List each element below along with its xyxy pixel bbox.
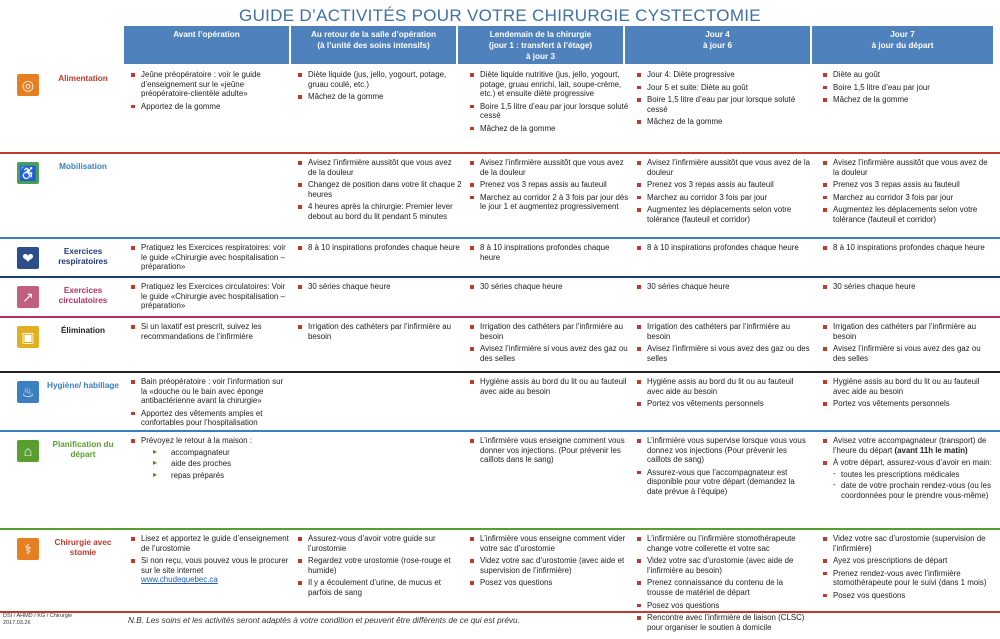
list-item-text: Irrigation des cathéters par l’infirmière au besoin: [308, 322, 451, 341]
column-header-1: [124, 26, 291, 64]
sub-list-item: [833, 481, 992, 500]
list-item: [636, 613, 811, 632]
row-label-text: Élimination: [60, 326, 106, 335]
list-item-text: Prenez vos 3 repas assis au fauteuil: [480, 180, 607, 190]
list-item: [469, 377, 629, 396]
list-item: [636, 158, 811, 177]
sub-list-item-text: repas préparés: [171, 470, 225, 480]
departure-time-bold: (avant 11h le matin): [894, 445, 968, 455]
table-cell: [297, 282, 462, 295]
sub-list-item: [141, 471, 290, 481]
table-cell: [822, 158, 992, 228]
bullet-list: [469, 534, 629, 588]
list-item-text: Boire 1,5 litre d’eau par jour: [833, 82, 930, 92]
list-item-text: Mâchez de la gomme: [480, 123, 556, 133]
table-cell: [130, 282, 290, 314]
row-label-text: Exercices respiratoires: [58, 247, 108, 266]
table-cell: [636, 534, 811, 635]
table-cell: [469, 377, 629, 399]
table-cell: [130, 322, 290, 344]
list-item: [130, 377, 290, 406]
row-label-text: Exercices circulatoires: [58, 286, 108, 305]
table-cell: [636, 282, 811, 295]
list-item: [469, 193, 629, 212]
list-item-text: Posez vos questions: [647, 600, 720, 610]
bullet-list: [822, 377, 992, 409]
list-item: [822, 569, 992, 588]
list-item-text: Avisez l’infirmière aussitôt que vous avez de la douleur: [647, 158, 811, 177]
list-item-text: Ayez vos prescriptions de départ: [833, 556, 948, 566]
list-item-text: Marchez au corridor 3 fois par jour: [647, 192, 768, 202]
list-item-text: Apportez de la gomme: [141, 101, 221, 111]
bullet-list: [636, 436, 811, 497]
list-item: [822, 344, 992, 363]
list-item: [130, 243, 290, 272]
table-cell: [636, 243, 811, 256]
bullet-list: [636, 534, 811, 632]
sub-list: [833, 470, 992, 501]
list-item-text: Marchez au corridor 2 à 3 fois par jour dès le jour 1 et augmentez progressivement: [480, 192, 629, 212]
list-item: [130, 70, 290, 99]
list-item: [636, 83, 811, 93]
table-cell: [822, 322, 992, 366]
sub-list-item: [833, 470, 992, 480]
bullet-list: [469, 243, 629, 262]
list-item-text: 8 à 10 inspirations profondes chaque heure: [480, 243, 610, 262]
bullet-list: [822, 70, 992, 105]
walker-icon: ♿: [17, 162, 39, 184]
table-cell: [297, 322, 462, 344]
sub-list-item: [141, 459, 290, 469]
bullet-list: [469, 436, 629, 465]
bullet-list: [130, 534, 290, 585]
list-item: [297, 322, 462, 341]
list-item-text: Regardez votre urostomie (rose-rouge et humide): [308, 556, 451, 575]
list-item-text: Apportez des vêtements amples et confortables pour l’hospitalisation: [141, 408, 263, 428]
list-item: [822, 377, 992, 396]
list-item-text: Videz votre sac d’urostomie (avec aide et supervision de l’infirmière): [480, 556, 625, 575]
bullet-list: [130, 282, 290, 311]
bullet-list: [130, 243, 290, 272]
list-item-text: 8 à 10 inspirations profondes chaque heure: [308, 243, 460, 252]
list-item: [130, 409, 290, 428]
list-item: [822, 556, 992, 566]
list-item: [469, 344, 629, 363]
list-item: [297, 282, 462, 292]
column-header-line: à jour 3: [525, 52, 556, 61]
footer-ref-line: DSI / AHMD / KG / Chirurgie: [3, 613, 73, 619]
table-cell: [822, 377, 992, 412]
column-header-line: (jour 1 : transfert à l’étage): [488, 41, 593, 50]
list-item-text: Assurez-vous d’avoir votre guide sur l’urostomie: [308, 534, 436, 553]
lungs-icon: ❤: [17, 247, 39, 269]
table-cell: [636, 158, 811, 228]
table-cell: [822, 243, 992, 256]
list-item-text: Prenez rendez-vous avec l’infirmière stomothérapeute pour le suivi (dans 1 mois): [833, 568, 987, 588]
list-item-text: Augmentez les déplacements selon votre tolérance (fauteuil et corridor): [833, 205, 978, 224]
sub-list-item-text: aide des proches: [171, 459, 232, 469]
table-cell: [822, 534, 992, 604]
table-cell: [636, 70, 811, 130]
leg-icon: ↗: [17, 286, 39, 308]
list-item: [636, 534, 811, 553]
list-item-text: Lisez et apportez le guide d’enseignement de l’urostomie: [141, 534, 289, 553]
list-item: [469, 243, 629, 262]
column-header-2: [291, 26, 458, 64]
column-header-row: [124, 26, 995, 64]
row-label-text: Hygiène/ habillage: [47, 381, 119, 390]
bullet-list: [469, 282, 629, 292]
footer-ref-date: 2017.03.26: [3, 620, 31, 626]
list-item-text: 30 séries chaque heure: [833, 282, 916, 291]
bullet-list: [636, 158, 811, 225]
list-item: [822, 95, 992, 105]
bullet-list: [822, 282, 992, 292]
table-row: [0, 278, 1000, 318]
table-row: [0, 373, 1000, 432]
list-item: [469, 102, 629, 121]
bullet-list: [297, 158, 462, 222]
list-item: [469, 556, 629, 575]
column-header-line: Au retour de la salle d’opération: [310, 30, 437, 39]
table-cell: [469, 534, 629, 591]
list-item: [469, 158, 629, 177]
column-header-line: Avant l’opération: [173, 30, 240, 39]
list-item: [297, 243, 462, 253]
table-cell: [822, 436, 992, 504]
list-item: [636, 399, 811, 409]
list-item-text: Mâchez de la gomme: [833, 95, 909, 105]
list-item: [822, 322, 992, 341]
list-item: [822, 436, 992, 455]
list-item-text: Rencontre avec l’infirmière de liaison (CLSC) pour organiser le soutien à domicile: [647, 613, 805, 632]
list-item: [130, 534, 290, 553]
list-item: [297, 70, 462, 89]
list-item-text: Avisez l’infirmière si vous avez des gaz ou des selles: [647, 344, 810, 363]
list-item-text: Pratiquez les Exercices respiratoires: voir le guide «Chirurgie avec hospitalisation – préparation»: [141, 243, 286, 272]
list-item: [636, 70, 811, 80]
list-item-text: Il y a écoulement d’urine, de mucus et parfois de sang: [308, 578, 441, 597]
list-item: [130, 282, 290, 311]
list-item-text: Pratiquez les Exercices circulatoires: Voir le guide «Chirurgie avec hospitalisation – préparation»: [141, 282, 286, 311]
table-cell: [636, 436, 811, 500]
column-header-5: [812, 26, 995, 64]
list-item: [636, 468, 811, 497]
table-cell: [636, 377, 811, 412]
list-item-text: Videz votre sac d’urostomie (avec aide de l’infirmière au besoin): [647, 556, 794, 575]
table-cell: [130, 436, 290, 483]
table-cell: [469, 282, 629, 295]
list-item-text: Posez vos questions: [480, 578, 553, 588]
list-item: [636, 436, 811, 465]
bullet-list: [469, 322, 629, 363]
footnote: N.B. Les soins et les activités seront adaptés à votre condition et peuvent être différents de ce qui est prévu.: [128, 616, 520, 625]
table-cell: [297, 158, 462, 225]
list-item-text: Mâchez de la gomme: [308, 92, 384, 102]
list-item-text: Si non reçu, vous pouvez vous le procurer sur le site internet: [141, 556, 289, 575]
list-item-text: 30 séries chaque heure: [480, 282, 563, 291]
bullet-list: [822, 322, 992, 363]
list-item: [822, 205, 992, 224]
plate-icon: ◎: [17, 74, 39, 96]
list-item: [636, 193, 811, 203]
table-cell: [130, 534, 290, 588]
list-item: [636, 601, 811, 611]
washing-icon: ♨: [17, 381, 39, 403]
list-item: [636, 205, 811, 224]
list-item: [297, 534, 462, 553]
list-item-text: Prévoyez le retour à la maison :: [141, 436, 252, 445]
table-cell: [469, 70, 629, 137]
list-item-text: Hygiène assis au bord du lit ou au fauteuil avec aide au besoin: [480, 377, 627, 396]
list-item: [469, 124, 629, 134]
list-item: [636, 180, 811, 190]
list-item-text: Hygiène assis au bord du lit ou au fauteuil avec aide au besoin: [647, 377, 794, 396]
list-item-text: Changez de position dans votre lit chaque 2 heures: [308, 180, 462, 199]
bullet-list: [297, 282, 462, 292]
list-item-text: Portez vos vêtements personnels: [647, 399, 764, 409]
list-item-text: Prenez vos 3 repas assis au fauteuil: [647, 180, 774, 190]
list-item-text: 30 séries chaque heure: [647, 282, 730, 291]
list-item-text: Avisez l’infirmière si vous avez des gaz ou des selles: [480, 344, 628, 363]
sub-list-item-text: accompagnateur: [171, 447, 230, 457]
table-cell: [130, 243, 290, 275]
bullet-list: [469, 158, 629, 212]
list-item-text: Avisez l’infirmière si vous avez des gaz ou des selles: [833, 344, 981, 363]
table-row: [0, 154, 1000, 239]
list-item-text: 8 à 10 inspirations profondes chaque heure: [833, 243, 985, 252]
list-item: [297, 556, 462, 575]
list-item-text: 4 heures après la chirurgie: Premier lever debout au bord du lit pendant 5 minutes: [308, 202, 453, 221]
list-item: [469, 282, 629, 292]
toilet-icon: ▣: [17, 326, 39, 348]
column-header-line: Jour 7: [890, 30, 915, 39]
bullet-list: [636, 322, 811, 363]
row-label-text: Chirurgie avec stomie: [54, 538, 112, 557]
row-label-text: Alimentation: [58, 74, 108, 83]
column-header-line: à jour 6: [702, 41, 733, 50]
list-item: [822, 399, 992, 409]
list-item-text: 8 à 10 inspirations profondes chaque heure: [647, 243, 799, 252]
list-item: [130, 102, 290, 112]
table-cell: [297, 70, 462, 105]
table-cell: [297, 534, 462, 601]
stoma-icon: ⚕: [17, 538, 39, 560]
list-item: [636, 556, 811, 575]
table-cell: [469, 243, 629, 265]
bullet-list: [130, 70, 290, 111]
list-item: [469, 436, 629, 465]
list-item-text: Jeûne préopératoire : voir le guide d’enseignement sur le «jeûne préopératoire-clientèle adulte»: [141, 70, 261, 99]
bullet-list: [636, 282, 811, 292]
list-item: [822, 243, 992, 253]
list-item: [822, 83, 992, 93]
list-item: [822, 180, 992, 190]
table-cell: [469, 322, 629, 366]
table-row: [0, 432, 1000, 530]
column-header-line: Jour 4: [705, 30, 730, 39]
list-item-text: Videz votre sac d’urostomie (supervision de l’infirmière): [833, 534, 986, 553]
table-cell: [297, 243, 462, 256]
list-item: [822, 282, 992, 292]
list-item: [130, 322, 290, 341]
list-item: [822, 591, 992, 601]
list-item: [636, 344, 811, 363]
list-item-text: Diète liquide (jus, jello, yogourt, potage, gruau coulé, etc.): [308, 70, 447, 89]
list-item-text: Avisez votre accompagnateur (transport) de l’heure du départ: [833, 436, 987, 455]
list-item-text: Hygiène assis au bord du lit ou au fauteuil avec aide au besoin: [833, 377, 980, 396]
sub-list-item-text: date de votre prochain rendez-vous (ou les coordonnées pour le prendre vous-même): [841, 481, 992, 500]
column-header-4: [625, 26, 812, 64]
bullet-list: [297, 70, 462, 102]
list-item-text: Augmentez les déplacements selon votre tolérance (fauteuil et corridor): [647, 205, 792, 224]
list-item-text: Irrigation des cathéters par l’infirmière au besoin: [833, 322, 976, 341]
table-row: [0, 239, 1000, 278]
bullet-list: [469, 377, 629, 396]
list-item: [469, 322, 629, 341]
chudequebec-link[interactable]: www.chudequebec.ca: [141, 575, 218, 585]
list-item-text: Jour 4: Diète progressive: [647, 70, 735, 79]
sub-list: [141, 448, 290, 481]
list-item: [822, 70, 992, 80]
row-label-text: Planification du départ: [52, 440, 114, 459]
bullet-list: [636, 243, 811, 253]
list-item-text: Boire 1,5 litre d’eau par jour lorsque soluté cessé: [480, 101, 629, 121]
bullet-list: [130, 377, 290, 428]
table-cell: [130, 70, 290, 114]
bullet-list: [297, 243, 462, 253]
list-item-text: Avisez l’infirmière aussitôt que vous avez de la douleur: [480, 158, 624, 177]
list-item-text: Avisez l’infirmière aussitôt que vous avez de la douleur: [308, 158, 452, 177]
list-item-text: Si un laxatif est prescrit, suivez les recommandations de l’infirmière: [141, 322, 262, 341]
bullet-list: [469, 70, 629, 134]
bullet-list: [297, 534, 462, 598]
list-item-text: Diète au goût: [833, 70, 880, 79]
bullet-list: [636, 377, 811, 409]
list-item-text: À votre départ, assurez-vous d’avoir en main:: [833, 458, 992, 468]
bullet-list: [822, 158, 992, 225]
list-item-text: Assurez-vous que l’accompagnateur est disponible pour votre départ (demandez la date prévue à l’équipe): [647, 467, 795, 496]
table-cell: [636, 322, 811, 366]
list-item-text: 30 séries chaque heure: [308, 282, 391, 291]
list-item: [636, 578, 811, 597]
list-item-text: Posez vos questions: [833, 590, 906, 600]
list-item-text: Jour 5 et suite: Diète au goût: [647, 82, 748, 92]
list-item: [822, 193, 992, 203]
table-cell: [469, 158, 629, 215]
house-icon: ⌂: [17, 440, 39, 462]
list-item: [636, 282, 811, 292]
list-item: [636, 322, 811, 341]
list-item-text: Prenez connaissance du contenu de la trousse de matériel de départ: [647, 578, 783, 597]
list-item-text: Prenez vos 3 repas assis au fauteuil: [833, 180, 960, 190]
list-item: [636, 243, 811, 253]
table-cell: [822, 70, 992, 108]
list-item-text: Mâchez de la gomme: [647, 117, 723, 127]
list-item-text: Diète liquide nutritive (jus, jello, yogourt, potage, gruau enrichi, lait, soupe-crème, etc.) et ensuite diète progressive: [480, 70, 622, 99]
list-item-text: Irrigation des cathéters par l’infirmière au besoin: [647, 322, 790, 341]
list-item: [469, 534, 629, 553]
list-item-text: Irrigation des cathéters par l’infirmière au besoin: [480, 322, 623, 341]
table-cell: [469, 436, 629, 468]
bullet-list: [822, 534, 992, 601]
table-row: [0, 318, 1000, 373]
list-item: [822, 534, 992, 553]
column-header-line: (à l’unité des soins intensifs): [317, 41, 430, 50]
column-header-line: à jour du départ: [871, 41, 934, 50]
sub-list-item: [141, 448, 290, 458]
list-item-text: Marchez au corridor 3 fois par jour: [833, 192, 954, 202]
footer-reference: [3, 613, 72, 627]
bullet-list: [130, 322, 290, 341]
list-item: [130, 556, 290, 585]
list-item-text: L’infirmière vous enseigne comment vous donner vos injections. (Pour prévenir les caillots dans le sang): [480, 436, 625, 465]
list-item: [469, 578, 629, 588]
list-item: [297, 202, 462, 221]
table-cell: [822, 282, 992, 295]
list-item-text: L’infirmière vous enseigne comment vider votre sac d’urostomie: [480, 534, 626, 553]
list-item: [297, 158, 462, 177]
list-item: [469, 180, 629, 190]
column-header-line: Lendemain de la chirurgie: [489, 30, 592, 39]
list-item: [822, 158, 992, 177]
list-item: [297, 578, 462, 597]
list-item-text: Portez vos vêtements personnels: [833, 399, 950, 409]
list-item: [636, 117, 811, 127]
list-item-text: L’infirmière ou l’infirmière stomothérapeute change votre collerette et votre sac: [647, 534, 796, 553]
list-item-text: L’infirmière vous supervise lorsque vous vous donnez vos injections (Pour prévenir les caillots de sang): [647, 436, 806, 465]
list-item: [469, 70, 629, 99]
column-header-3: [458, 26, 625, 64]
bullet-list: [636, 70, 811, 127]
sub-list-item-text: toutes les prescriptions médicales: [841, 469, 960, 479]
page-title: GUIDE D’ACTIVITÉS POUR VOTRE CHIRURGIE CYSTECTOMIE: [239, 6, 761, 25]
bullet-list: [297, 322, 462, 341]
list-item-text: Boire 1,5 litre d’eau par jour lorsque soluté cessé: [647, 95, 796, 114]
list-item: [130, 436, 290, 480]
list-item-text: Bain préopératoire : voir l’information sur la «douche ou le bain avec éponge antibactérienne avant la chirurgie»: [141, 377, 284, 406]
list-item-text: Avisez l’infirmière aussitôt que vous avez de la douleur: [833, 158, 988, 177]
list-item: [822, 458, 992, 500]
list-item: [636, 377, 811, 396]
list-item: [297, 180, 462, 199]
row-label-text: Mobilisation: [59, 162, 107, 171]
bullet-list: [822, 243, 992, 253]
bullet-list: [822, 436, 992, 501]
list-item: [297, 92, 462, 102]
table-row: [0, 66, 1000, 154]
table-cell: [130, 377, 290, 431]
bullet-list: [130, 436, 290, 480]
list-item: [636, 95, 811, 114]
